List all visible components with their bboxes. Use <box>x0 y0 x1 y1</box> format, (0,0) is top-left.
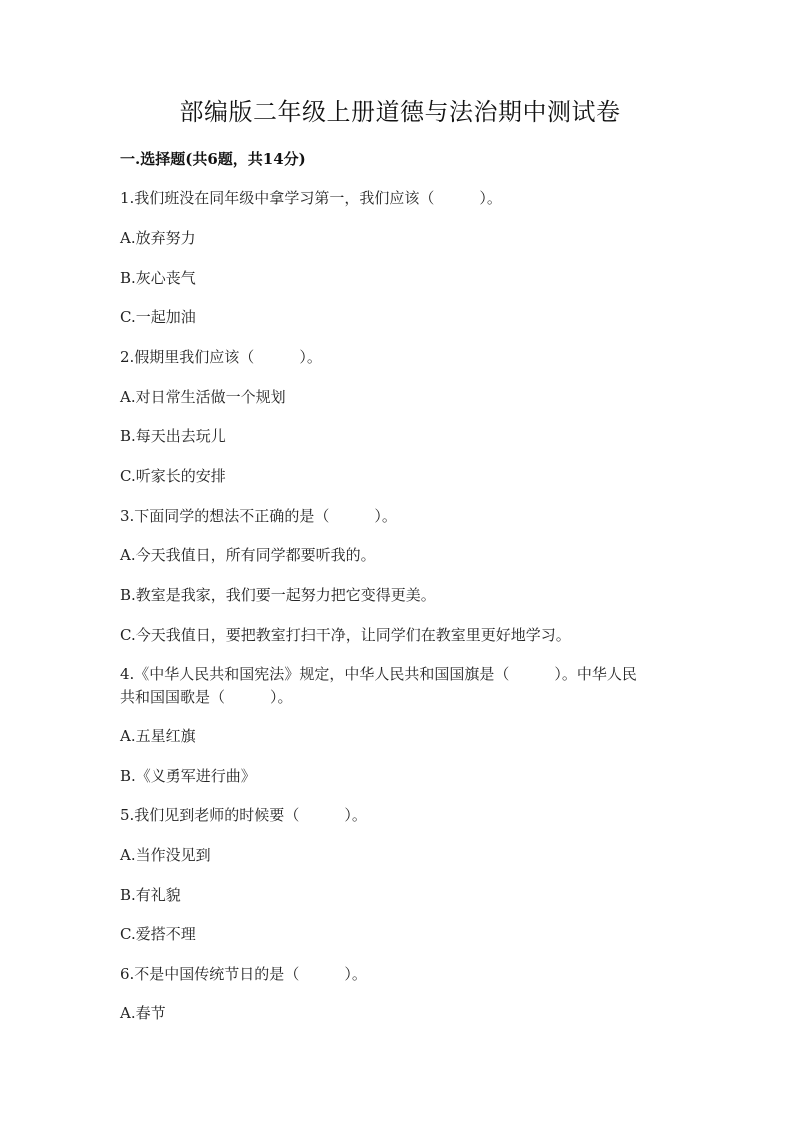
question-2-option-b: B.每天出去玩儿 <box>120 427 226 445</box>
page-title: 部编版二年级上册道德与法治期中测试卷 <box>179 98 621 126</box>
question-2-stem: 2.假期里我们应该（ ）。 <box>120 348 322 366</box>
question-5-stem: 5.我们见到老师的时候要（ ）。 <box>120 806 367 824</box>
question-1-option-c: C.一起加油 <box>120 308 196 326</box>
section-heading: 一.选择题(共6题，共14分) <box>120 150 306 168</box>
question-1-stem: 1.我们班没在同年级中拿学习第一，我们应该（ ）。 <box>120 189 502 207</box>
question-4-option-a: A.五星红旗 <box>120 727 196 745</box>
question-4-option-b: B.《义勇军进行曲》 <box>120 767 256 785</box>
question-6-option-a: A.春节 <box>120 1004 166 1022</box>
question-3-option-c: C.今天我值日，要把教室打扫干净，让同学们在教室里更好地学习。 <box>120 626 571 644</box>
question-4-stem-line-2: 共和国国歌是（ ）。 <box>120 688 293 706</box>
question-1-option-b: B.灰心丧气 <box>120 269 196 287</box>
question-2-option-c: C.听家长的安排 <box>120 467 226 485</box>
question-5-option-c: C.爱搭不理 <box>120 925 196 943</box>
question-3-option-b: B.教室是我家，我们要一起努力把它变得更美。 <box>120 586 436 604</box>
question-6-stem: 6.不是中国传统节日的是（ ）。 <box>120 965 367 983</box>
question-3-stem: 3.下面同学的想法不正确的是（ ）。 <box>120 507 397 525</box>
question-1-option-a: A.放弃努力 <box>120 229 196 247</box>
question-4-stem-line-1: 4.《中华人民共和国宪法》规定，中华人民共和国国旗是（ ）。中华人民 <box>120 665 637 683</box>
question-5-option-a: A.当作没见到 <box>120 846 211 864</box>
question-3-option-a: A.今天我值日，所有同学都要听我的。 <box>120 546 376 564</box>
question-5-option-b: B.有礼貌 <box>120 886 181 904</box>
question-2-option-a: A.对日常生活做一个规划 <box>120 388 286 406</box>
